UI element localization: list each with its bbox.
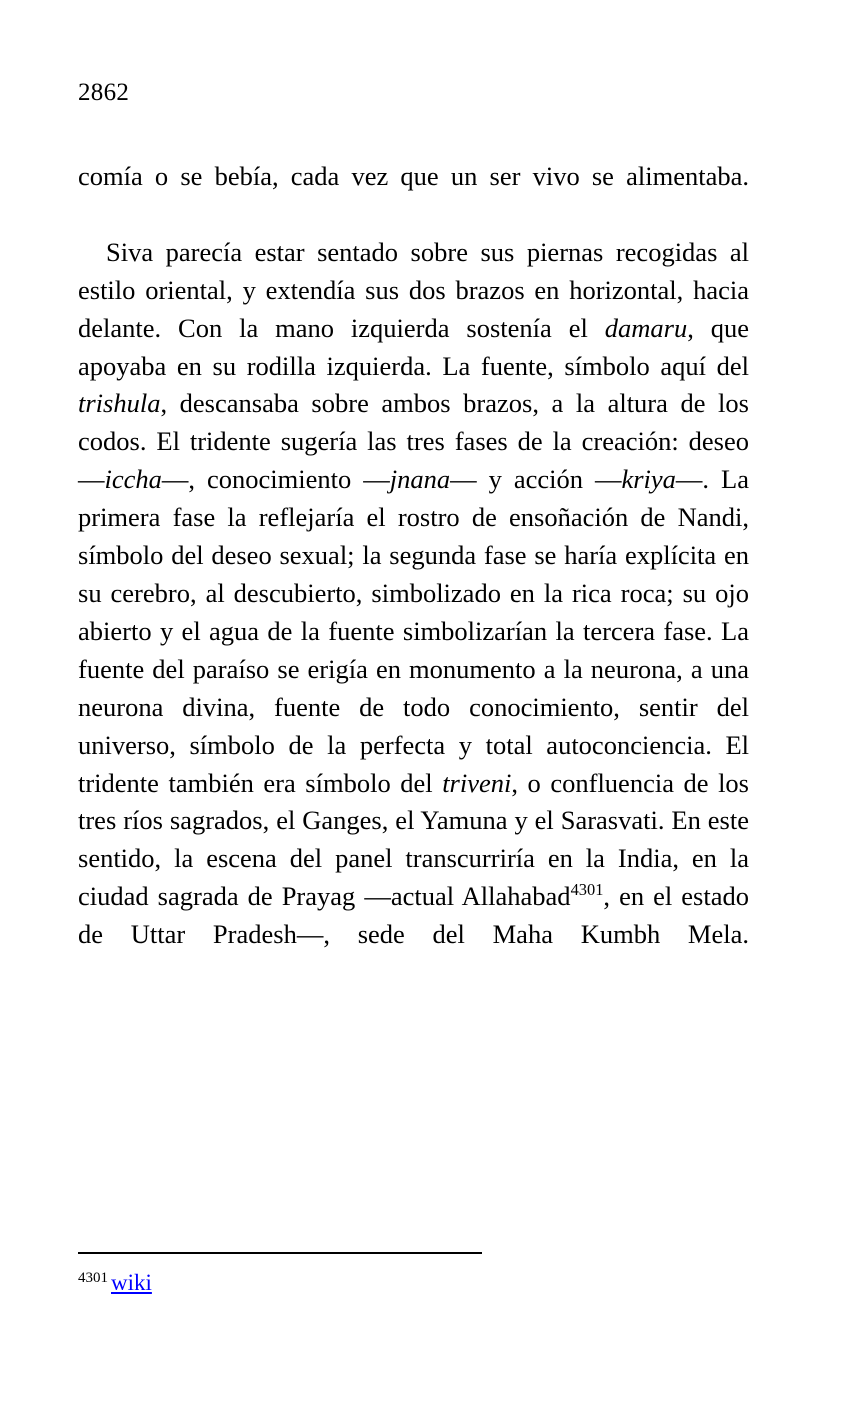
italic-term: damaru	[604, 312, 688, 343]
body-text-column	[78, 158, 749, 992]
italic-term: iccha	[104, 464, 162, 495]
text-run: comía o se bebía, cada vez que un ser vivo se alimentaba.	[78, 161, 749, 191]
italic-term: kriya	[621, 464, 676, 495]
footnote-area	[78, 1252, 778, 1296]
footnote-reference: 4301	[570, 880, 604, 900]
text-run: —, conocimiento —	[161, 464, 390, 495]
page-number: 2862	[78, 79, 130, 106]
footnote-item	[78, 1270, 778, 1296]
text-run: Siva parecía estar sentado sobre sus piernas recogidas al estilo oriental, y extendía sus dos brazos en horizontal, hacia delante. Con la mano izquierda sostenía el	[78, 236, 749, 343]
text-run: —. La primera fase la reflejaría el rostro de ensoñación de Nandi, símbolo del deseo sexual; la segunda fase se haría explícita en su cerebro, al descubierto, simbolizado en la rica roca; su ojo abierto y el agua de la fuente simbolizarían la tercera fase. La fuente del paraíso se erigía en monumento a la neurona, a una neurona divina, fuente de todo conocimiento, sentir del universo, símbolo de la perfecta y total autoconciencia. El tridente también era símbolo del	[78, 464, 749, 798]
footnote-marker: 4301	[78, 1270, 108, 1286]
italic-term: jnana	[389, 464, 451, 495]
text-run: , o confluencia de los tres ríos sagrados, el Ganges, el Yamuna y el Sarasvati. En este sentido, la escena del panel transcurriría en la India, en la ciudad sagrada de Prayag —actual Allahabad	[78, 767, 749, 912]
text-run: — y acción —	[450, 464, 622, 495]
footnote-list	[78, 1270, 778, 1296]
text-run: , descansaba sobre ambos brazos, a la altura de los codos. El tridente sugería las tres fases de la creación: deseo —	[78, 388, 749, 495]
footnote-link[interactable]: wiki	[111, 1270, 152, 1295]
para-continued	[78, 158, 749, 234]
text-run: , que apoyaba en su rodilla izquierda. La fuente, símbolo aquí del	[78, 312, 749, 381]
text-run: , en el estado de Uttar Pradesh—, sede del Maha Kumbh Mela.	[78, 881, 749, 950]
italic-term: triveni	[442, 767, 512, 798]
footnote-separator-rule	[78, 1252, 482, 1254]
para-siva	[78, 234, 749, 992]
italic-term: trishula	[78, 388, 161, 419]
